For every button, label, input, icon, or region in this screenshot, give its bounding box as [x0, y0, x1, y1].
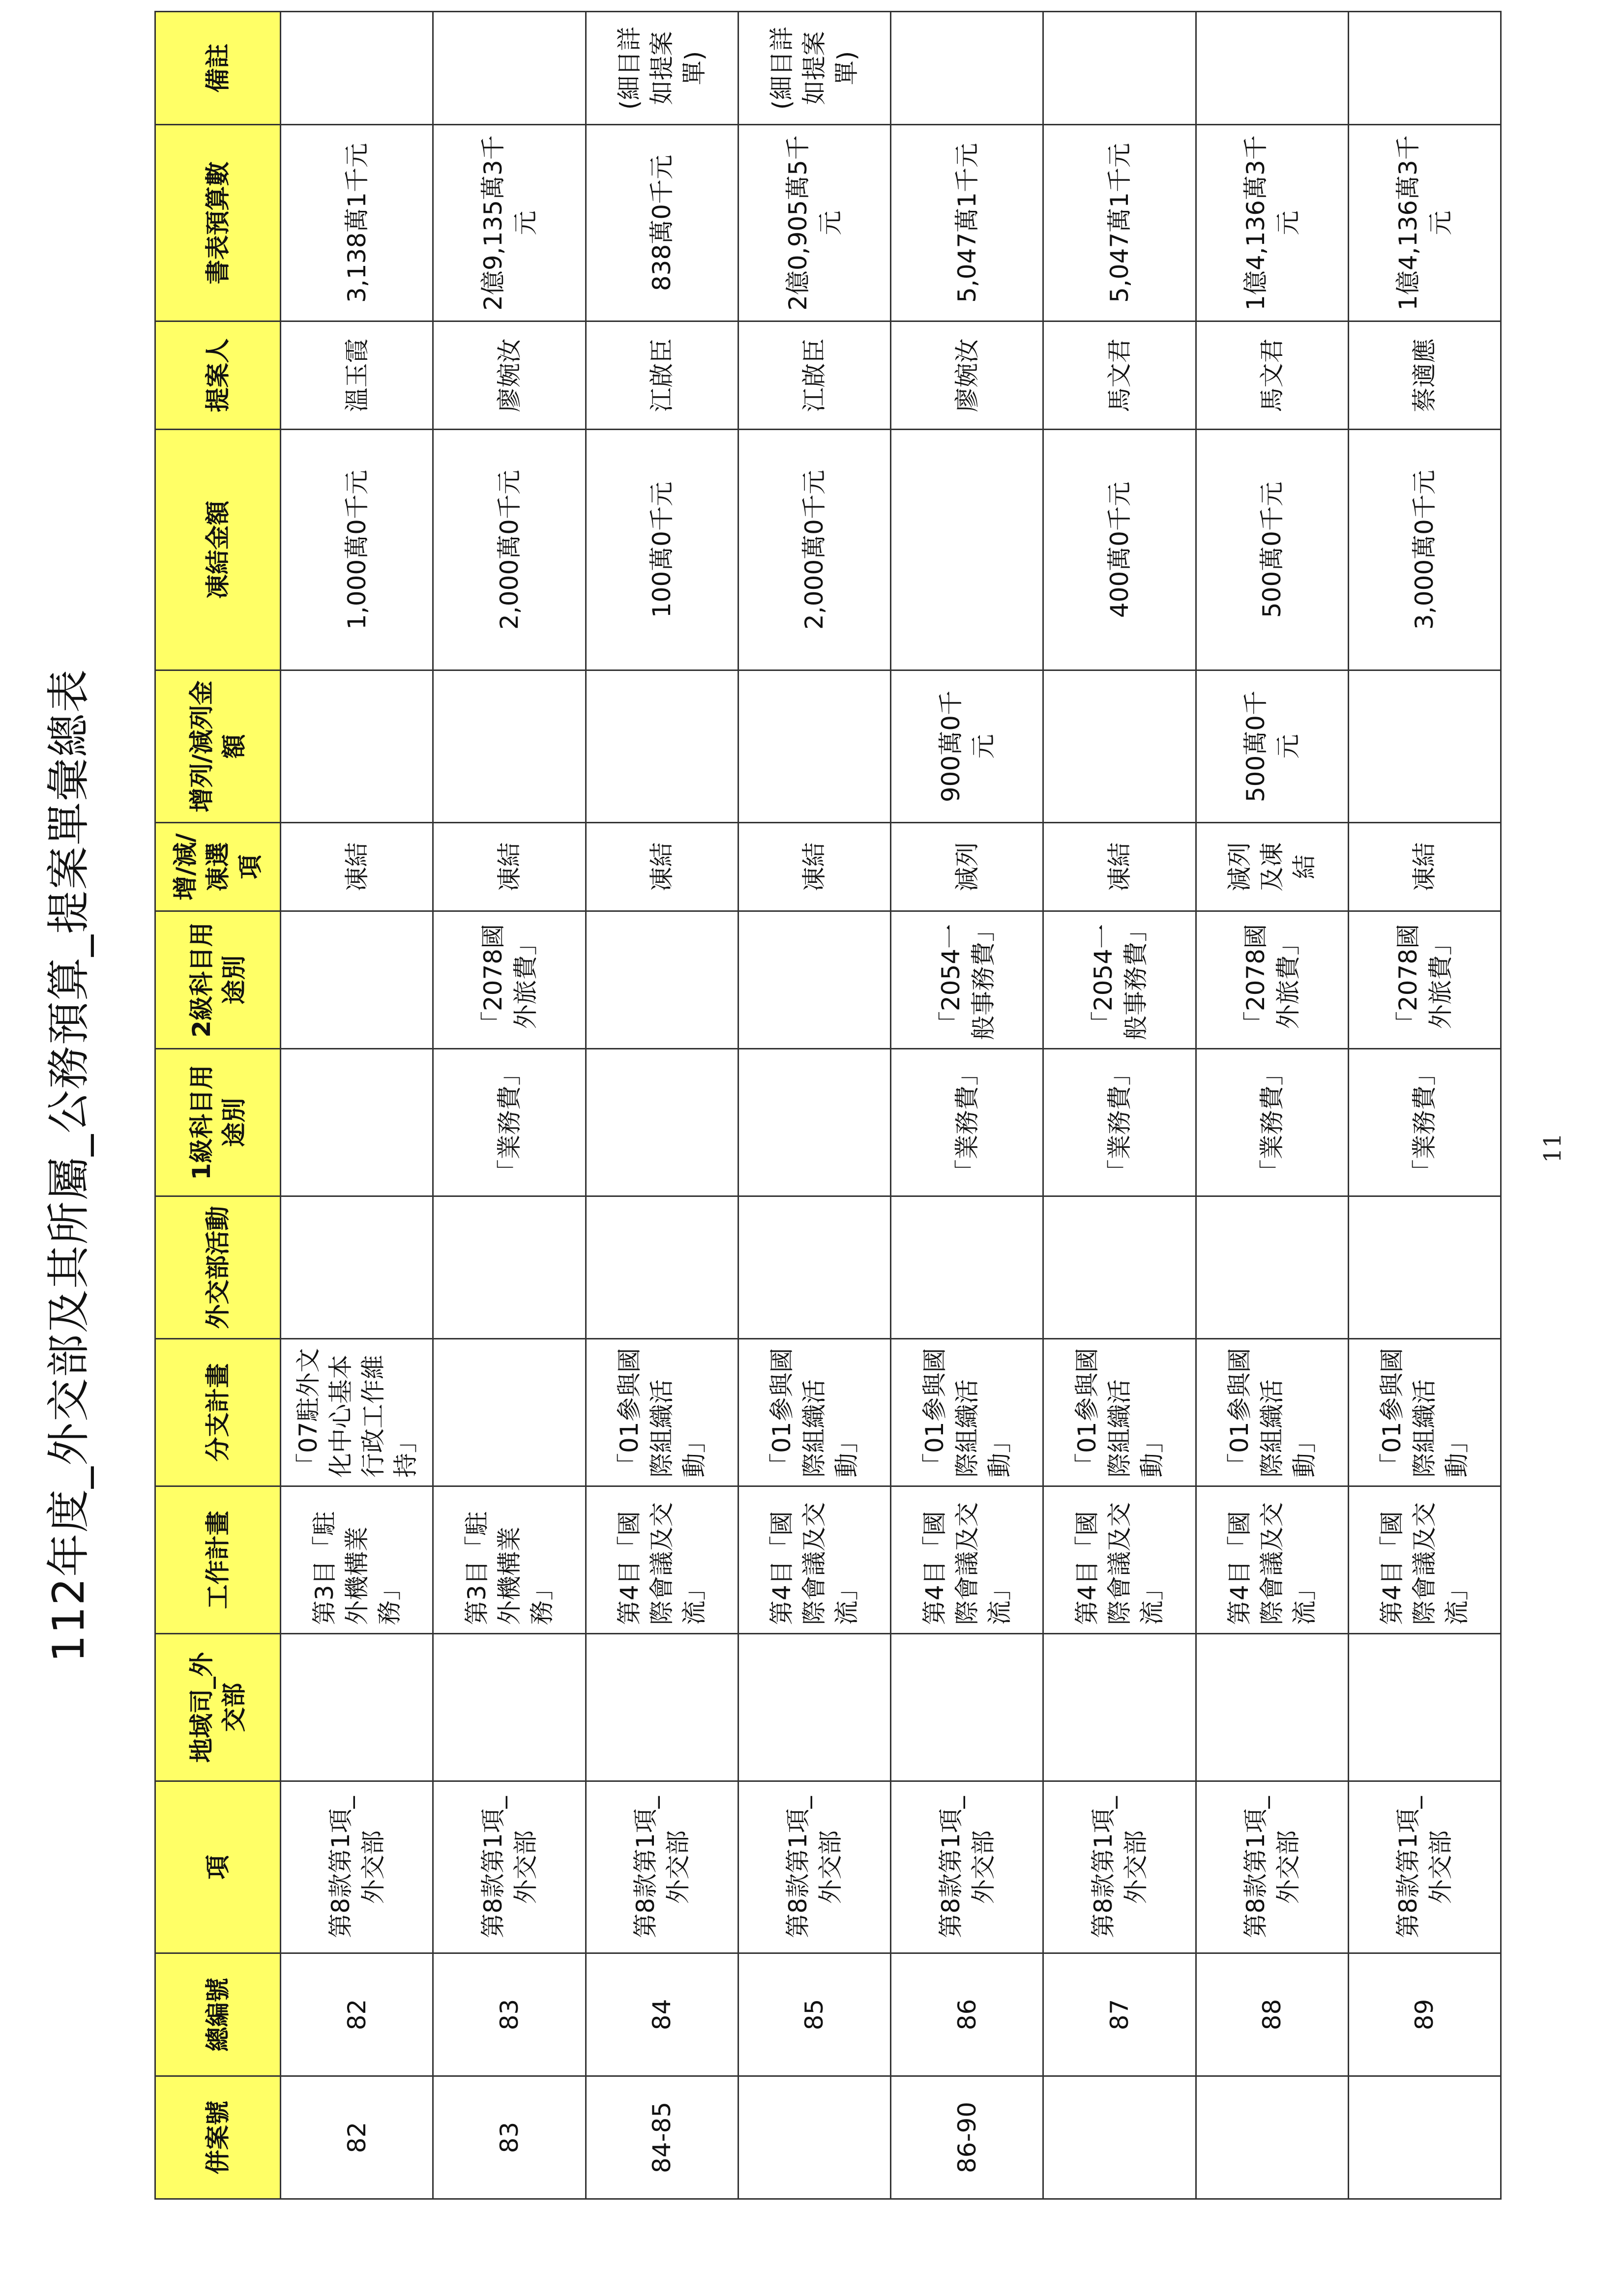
cell-activity: [1043, 1196, 1196, 1339]
cell-merge: [738, 2076, 890, 2199]
cell-freeze: 2,000萬0千元: [738, 430, 890, 670]
cell-region: [281, 1634, 433, 1781]
cell-subject2: 「2054一般事務費」: [1043, 911, 1196, 1049]
cell-option: 減列及凍結: [1196, 823, 1348, 911]
col-header-subject1: 1級科目用途別: [155, 1049, 281, 1196]
cell-proposer: 廖婉汝: [891, 321, 1043, 430]
table-row: [586, 12, 738, 2199]
cell-item: 第8款第1項_外交部: [1196, 1781, 1348, 1953]
cell-note: [1196, 12, 1348, 125]
cell-freeze: 2,000萬0千元: [433, 430, 586, 670]
cell-subject1: 「業務費」: [433, 1049, 586, 1196]
cell-freeze: 100萬0千元: [586, 430, 738, 670]
cell-region: [738, 1634, 890, 1781]
cell-budget: 1億4,136萬3千元: [1196, 125, 1348, 321]
cell-plan: 第3目「駐外機構業務」: [281, 1486, 433, 1634]
col-header-proposer: 提案人: [155, 321, 281, 430]
cell-subject2: 「2078國外旅費」: [1348, 911, 1501, 1049]
cell-subplan: 「07駐外文化中心基本行政工作維持」: [281, 1339, 433, 1486]
cell-merge: 83: [433, 2076, 586, 2199]
cell-option: 凍結: [1043, 823, 1196, 911]
cell-merge: 86-90: [891, 2076, 1043, 2199]
col-header-merge: 併案號: [155, 2076, 281, 2199]
cell-item: 第8款第1項_外交部: [586, 1781, 738, 1953]
col-header-budget: 書表預算數: [155, 125, 281, 321]
cell-item: 第8款第1項_外交部: [891, 1781, 1043, 1953]
proposal-summary-table: [154, 11, 1502, 2200]
cell-change: [1348, 670, 1501, 823]
cell-subject1: 「業務費」: [1196, 1049, 1348, 1196]
cell-option: 凍結: [281, 823, 433, 911]
cell-budget: 5,047萬1千元: [1043, 125, 1196, 321]
cell-proposer: 蔡適應: [1348, 321, 1501, 430]
cell-subject2: 「2078國外旅費」: [1196, 911, 1348, 1049]
cell-proposer: 江啟臣: [586, 321, 738, 430]
table-row: [1196, 12, 1348, 2199]
cell-item: 第8款第1項_外交部: [1043, 1781, 1196, 1953]
page-title: 112年度_外交部及其所屬_公務預算_提案單彙總表: [43, 668, 94, 1662]
cell-budget: 1億4,136萬3千元: [1348, 125, 1501, 321]
cell-proposer: 廖婉汝: [433, 321, 586, 430]
cell-change: [433, 670, 586, 823]
cell-note: [433, 12, 586, 125]
cell-activity: [1348, 1196, 1501, 1339]
cell-region: [1348, 1634, 1501, 1781]
cell-freeze: [891, 430, 1043, 670]
cell-note: [1348, 12, 1501, 125]
cell-merge: 82: [281, 2076, 433, 2199]
cell-no: 89: [1348, 1953, 1501, 2076]
table-row: [891, 12, 1043, 2199]
cell-no: 82: [281, 1953, 433, 2076]
cell-plan: 第3目「駐外機構業務」: [433, 1486, 586, 1634]
cell-subject1: 「業務費」: [891, 1049, 1043, 1196]
cell-region: [891, 1634, 1043, 1781]
cell-freeze: 1,000萬0千元: [281, 430, 433, 670]
table-row: [738, 12, 890, 2199]
cell-no: 84: [586, 1953, 738, 2076]
cell-subject2: [586, 911, 738, 1049]
cell-no: 85: [738, 1953, 890, 2076]
cell-activity: [891, 1196, 1043, 1339]
cell-item: 第8款第1項_外交部: [1348, 1781, 1501, 1953]
cell-subject1: [586, 1049, 738, 1196]
cell-option: 凍結: [586, 823, 738, 911]
col-header-change: 增列/減列金額: [155, 670, 281, 823]
cell-subplan: 「01參與國際組織活動」: [738, 1339, 890, 1486]
cell-no: 83: [433, 1953, 586, 2076]
cell-change: 900萬0千元: [891, 670, 1043, 823]
cell-subject1: 「業務費」: [1348, 1049, 1501, 1196]
cell-item: 第8款第1項_外交部: [433, 1781, 586, 1953]
cell-option: 凍結: [738, 823, 890, 911]
cell-note: (細目詳如提案單): [738, 12, 890, 125]
col-header-subplan: 分支計畫: [155, 1339, 281, 1486]
cell-region: [433, 1634, 586, 1781]
cell-subject1: [738, 1049, 890, 1196]
cell-change: [1043, 670, 1196, 823]
col-header-freeze: 凍結金額: [155, 430, 281, 670]
cell-activity: [433, 1196, 586, 1339]
cell-item: 第8款第1項_外交部: [281, 1781, 433, 1953]
col-header-activity: 外交部活動: [155, 1196, 281, 1339]
cell-subject1: 「業務費」: [1043, 1049, 1196, 1196]
cell-budget: 5,047萬1千元: [891, 125, 1043, 321]
cell-merge: [1196, 2076, 1348, 2199]
cell-proposer: 溫玉霞: [281, 321, 433, 430]
table-header-row: [155, 12, 281, 2199]
cell-subject2: [281, 911, 433, 1049]
cell-merge: [1348, 2076, 1501, 2199]
cell-plan: 第4目「國際會議及交流」: [891, 1486, 1043, 1634]
cell-budget: 838萬0千元: [586, 125, 738, 321]
cell-activity: [738, 1196, 890, 1339]
cell-freeze: 3,000萬0千元: [1348, 430, 1501, 670]
cell-option: 凍結: [1348, 823, 1501, 911]
cell-item: 第8款第1項_外交部: [738, 1781, 890, 1953]
cell-subplan: [433, 1339, 586, 1486]
cell-note: [891, 12, 1043, 125]
col-header-note: 備註: [155, 12, 281, 125]
cell-change: 500萬0千元: [1196, 670, 1348, 823]
cell-change: [738, 670, 890, 823]
cell-activity: [1196, 1196, 1348, 1339]
col-header-no: 總編號: [155, 1953, 281, 2076]
cell-subplan: 「01參與國際組織活動」: [1043, 1339, 1196, 1486]
cell-proposer: 馬文君: [1043, 321, 1196, 430]
cell-merge: 84-85: [586, 2076, 738, 2199]
col-header-plan: 工作計畫: [155, 1486, 281, 1634]
cell-no: 88: [1196, 1953, 1348, 2076]
cell-budget: 2億0,905萬5千元: [738, 125, 890, 321]
cell-note: [1043, 12, 1196, 125]
cell-plan: 第4目「國際會議及交流」: [1196, 1486, 1348, 1634]
cell-subplan: 「01參與國際組織活動」: [891, 1339, 1043, 1486]
col-header-option: 增/減/凍選項: [155, 823, 281, 911]
page-number: 11: [1539, 1133, 1566, 1163]
cell-subject2: 「2078國外旅費」: [433, 911, 586, 1049]
cell-plan: 第4目「國際會議及交流」: [1043, 1486, 1196, 1634]
cell-region: [586, 1634, 738, 1781]
cell-option: 凍結: [433, 823, 586, 911]
cell-plan: 第4目「國際會議及交流」: [1348, 1486, 1501, 1634]
table-row: [1043, 12, 1196, 2199]
cell-no: 87: [1043, 1953, 1196, 2076]
cell-region: [1043, 1634, 1196, 1781]
cell-freeze: 400萬0千元: [1043, 430, 1196, 670]
cell-region: [1196, 1634, 1348, 1781]
col-header-item: 項: [155, 1781, 281, 1953]
cell-subplan: 「01參與國際組織活動」: [586, 1339, 738, 1486]
cell-proposer: 馬文君: [1196, 321, 1348, 430]
cell-budget: 3,138萬1千元: [281, 125, 433, 321]
cell-activity: [281, 1196, 433, 1339]
cell-change: [586, 670, 738, 823]
table-row: [1348, 12, 1501, 2199]
cell-subplan: 「01參與國際組織活動」: [1196, 1339, 1348, 1486]
cell-note: [281, 12, 433, 125]
cell-no: 86: [891, 1953, 1043, 2076]
table-row: [281, 12, 433, 2199]
table-row: [433, 12, 586, 2199]
cell-note: (細目詳如提案單): [586, 12, 738, 125]
cell-option: 減列: [891, 823, 1043, 911]
cell-subplan: 「01參與國際組織活動」: [1348, 1339, 1501, 1486]
cell-activity: [586, 1196, 738, 1339]
col-header-subject2: 2級科目用途別: [155, 911, 281, 1049]
cell-plan: 第4目「國際會議及交流」: [586, 1486, 738, 1634]
col-header-region: 地域司_外交部: [155, 1634, 281, 1781]
cell-freeze: 500萬0千元: [1196, 430, 1348, 670]
cell-subject2: 「2054一般事務費」: [891, 911, 1043, 1049]
cell-subject2: [738, 911, 890, 1049]
cell-plan: 第4目「國際會議及交流」: [738, 1486, 890, 1634]
cell-proposer: 江啟臣: [738, 321, 890, 430]
cell-budget: 2億9,135萬3千元: [433, 125, 586, 321]
cell-merge: [1043, 2076, 1196, 2199]
cell-subject1: [281, 1049, 433, 1196]
cell-change: [281, 670, 433, 823]
